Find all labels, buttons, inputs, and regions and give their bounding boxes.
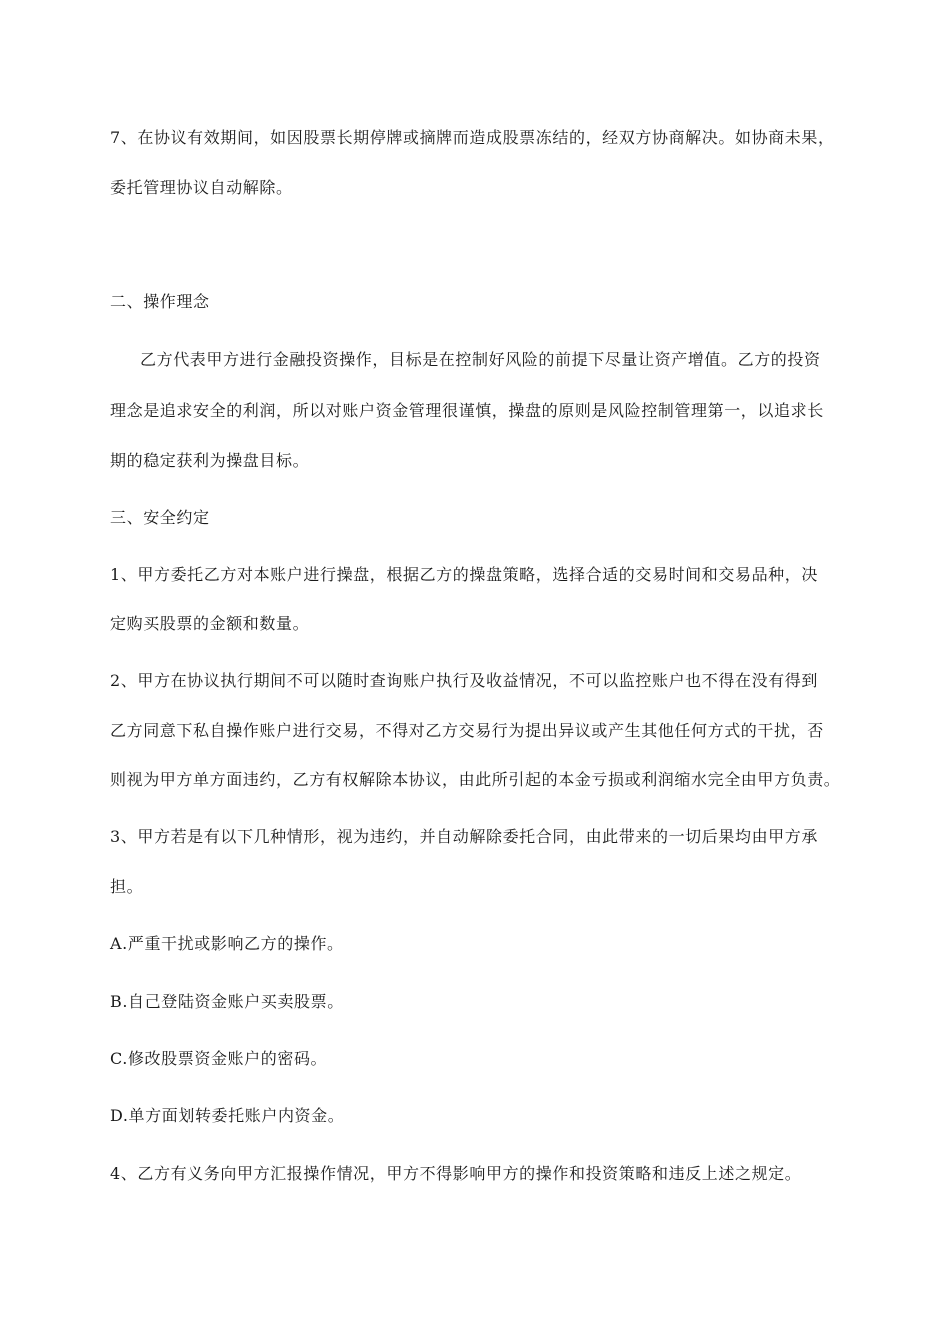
section-3-item-1-line-1: 1、甲方委托乙方对本账户进行操盘，根据乙方的操盘策略，选择合适的交易时间和交易品种，决 xyxy=(110,565,818,584)
clause-7-line-1: 7、在协议有效期间，如因股票长期停牌或摘牌而造成股票冻结的，经双方协商解决。如协商未果， xyxy=(110,128,835,147)
section-3-item-2-line-3: 则视为甲方单方面违约，乙方有权解除本协议，由此所引起的本金亏损或利润缩水完全由甲方负责。 xyxy=(110,770,841,789)
section-3-item-2-line-2: 乙方同意下私自操作账户进行交易，不得对乙方交易行为提出异议或产生其他任何方式的干扰，否 xyxy=(110,721,824,740)
clause-7-line-2: 委托管理协议自动解除。 xyxy=(110,178,293,197)
section-2-paragraph-line-1: 乙方代表甲方进行金融投资操作，目标是在控制好风险的前提下尽量让资产增值。乙方的投资 xyxy=(140,350,821,369)
section-2-paragraph-line-2: 理念是追求安全的利润，所以对账户资金管理很谨慎，操盘的原则是风险控制管理第一，以追求长 xyxy=(110,401,824,420)
section-3-item-2-line-1: 2、甲方在协议执行期间不可以随时查询账户执行及收益情况，不可以监控账户也不得在没有得到 xyxy=(110,671,818,690)
section-3-item-3-line-1: 3、甲方若是有以下几种情形，视为违约，并自动解除委托合同，由此带来的一切后果均由甲方承 xyxy=(110,827,818,846)
section-3-item-1-line-2: 定购买股票的金额和数量。 xyxy=(110,614,310,633)
section-3-heading: 三、安全约定 xyxy=(110,508,210,527)
section-3-sub-item-b: B.自己登陆资金账户买卖股票。 xyxy=(110,992,344,1011)
section-3-sub-item-d: D.单方面划转委托账户内资金。 xyxy=(110,1106,345,1125)
section-3-item-4: 4、乙方有义务向甲方汇报操作情况，甲方不得影响甲方的操作和投资策略和违反上述之规定。 xyxy=(110,1164,802,1183)
section-2-paragraph-line-3: 期的稳定获利为操盘目标。 xyxy=(110,451,310,470)
section-3-sub-item-a: A.严重干扰或影响乙方的操作。 xyxy=(110,934,344,953)
section-3-sub-item-c: C.修改股票资金账户的密码。 xyxy=(110,1049,328,1068)
section-3-item-3-line-2: 担。 xyxy=(110,877,144,896)
section-2-heading: 二、操作理念 xyxy=(110,292,210,311)
